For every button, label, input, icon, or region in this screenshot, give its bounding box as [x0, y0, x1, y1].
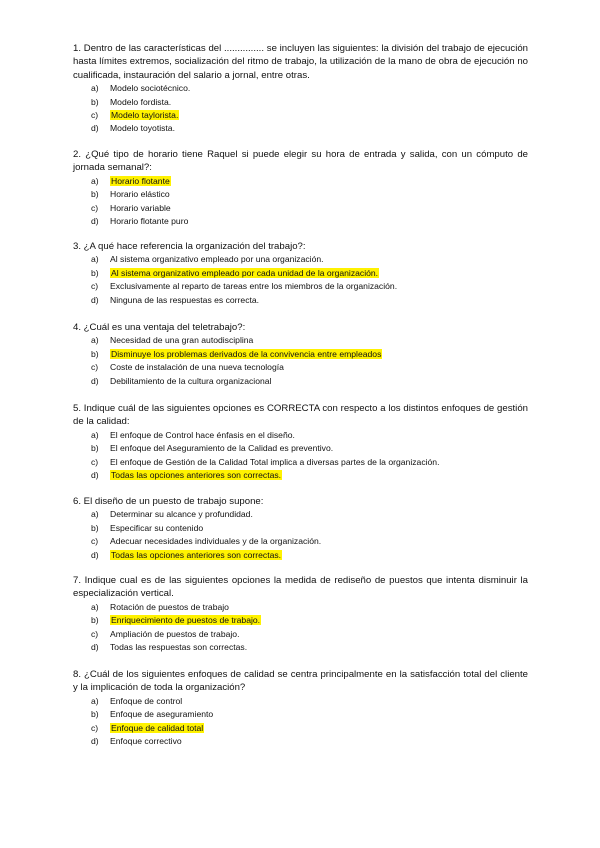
option-b — [73, 614, 528, 627]
question-text: 8. ¿Cuál de los siguientes enfoques de calidad se centra principalmente en la satisfacción total del cliente y la implicación de toda la organización? — [73, 669, 528, 694]
question-text: 7. Indique cual es de las siguientes opciones la medida de rediseño de puestos que intenta disminuir la especialización vertical. — [73, 575, 528, 600]
question-text: 1. Dentro de las características del ............... se incluyen las siguientes: la división del trabajo de ejecución hasta límites extremos, socialización del ritmo de trabajo, la utilización de la mano de obra de ejecución no cualificada, instauración del salario a jornal, entre otras. — [73, 43, 528, 81]
option-letter: d) — [91, 549, 99, 560]
option-letter: c) — [91, 722, 99, 733]
option-b — [73, 188, 528, 201]
option-text: Modelo taylorista. — [111, 110, 179, 121]
question-2 — [73, 148, 528, 228]
option-letter: b) — [91, 709, 99, 720]
option-d — [73, 215, 528, 228]
option-a — [73, 508, 528, 521]
option-letter: a) — [91, 601, 99, 612]
option-letter: c) — [91, 456, 99, 467]
option-letter: d) — [91, 642, 99, 653]
option-b — [73, 348, 528, 361]
options-list — [73, 695, 528, 749]
option-letter: b) — [91, 267, 99, 278]
option-text: Horario flotante puro — [110, 216, 189, 227]
option-text: Horario variable — [110, 202, 171, 213]
option-text: Enriquecimiento de puestos de trabajo. — [111, 615, 261, 626]
option-d — [73, 735, 528, 748]
option-b — [73, 267, 528, 280]
option-letter: c) — [91, 281, 99, 292]
option-b — [73, 442, 528, 455]
option-a — [73, 601, 528, 614]
option-letter: a) — [91, 335, 99, 346]
option-letter: a) — [91, 695, 99, 706]
question-8 — [73, 668, 528, 748]
option-d — [73, 549, 528, 562]
option-d — [73, 122, 528, 135]
option-b — [73, 522, 528, 535]
option-letter: d) — [91, 375, 99, 386]
question-7 — [73, 574, 528, 654]
option-letter: b) — [91, 348, 99, 359]
option-text: Todas las opciones anteriores son correctas. — [111, 549, 282, 560]
option-text: El enfoque de Gestión de la Calidad Total implica a diversas partes de la organización. — [110, 456, 440, 467]
option-b — [73, 96, 528, 109]
option-text: Modelo fordista. — [110, 96, 172, 107]
option-d — [73, 375, 528, 388]
option-a — [73, 429, 528, 442]
question-text: 3. ¿A qué hace referencia la organización del trabajo?: — [73, 241, 306, 252]
option-letter: d) — [91, 294, 99, 305]
option-text: Al sistema organizativo empleado por cada unidad de la organización. — [111, 267, 379, 278]
option-text: Enfoque de control — [110, 695, 183, 706]
option-letter: c) — [91, 628, 99, 639]
option-text: Modelo sociotécnico. — [110, 83, 191, 94]
question-1 — [73, 42, 528, 136]
option-text: Al sistema organizativo empleado por una organización. — [110, 254, 324, 265]
question-3 — [73, 240, 528, 307]
option-text: Determinar su alcance y profundidad. — [110, 509, 253, 520]
options-list — [73, 508, 528, 562]
option-b — [73, 708, 528, 721]
options-list — [73, 429, 528, 483]
question-5 — [73, 402, 528, 482]
option-c — [73, 535, 528, 548]
option-text: Disminuye los problemas derivados de la convivencia entre empleados — [111, 348, 382, 359]
option-text: Especificar su contenido — [110, 522, 204, 533]
options-list — [73, 334, 528, 388]
option-text: Enfoque de aseguramiento — [110, 709, 214, 720]
option-text: Horario elástico — [110, 189, 170, 200]
option-text: Ampliación de puestos de trabajo. — [110, 628, 240, 639]
option-text: Todas las respuestas son correctas. — [110, 642, 248, 653]
option-c — [73, 456, 528, 469]
option-a — [73, 695, 528, 708]
option-text: Coste de instalación de una nueva tecnología — [110, 362, 284, 373]
option-a — [73, 253, 528, 266]
option-text: Horario flotante — [111, 175, 170, 186]
option-a — [73, 82, 528, 95]
option-letter: a) — [91, 175, 99, 186]
option-letter: d) — [91, 736, 99, 747]
option-letter: d) — [91, 123, 99, 134]
options-list — [73, 175, 528, 229]
option-c — [73, 202, 528, 215]
option-text: Modelo toyotista. — [110, 123, 175, 134]
question-text: 2. ¿Qué tipo de horario tiene Raquel si puede elegir su hora de entrada y salida, con un cómputo de jornada semanal?: — [73, 149, 528, 174]
option-d — [73, 641, 528, 654]
option-letter: c) — [91, 362, 99, 373]
option-text: Enfoque de calidad total — [111, 722, 204, 733]
option-letter: a) — [91, 83, 99, 94]
option-text: El enfoque del Aseguramiento de la Calidad es preventivo. — [110, 443, 334, 454]
option-text: Enfoque correctivo — [110, 736, 182, 747]
question-text: 6. El diseño de un puesto de trabajo supone: — [73, 496, 264, 507]
option-letter: b) — [91, 96, 99, 107]
options-list — [73, 82, 528, 136]
option-letter: c) — [91, 110, 99, 121]
option-letter: a) — [91, 429, 99, 440]
option-c — [73, 361, 528, 374]
options-list — [73, 601, 528, 655]
option-text: Todas las opciones anteriores son correctas. — [111, 470, 282, 481]
options-list — [73, 253, 528, 307]
option-letter: c) — [91, 202, 99, 213]
question-6 — [73, 495, 528, 562]
option-letter: b) — [91, 522, 99, 533]
option-letter: c) — [91, 536, 99, 547]
option-a — [73, 175, 528, 188]
option-letter: a) — [91, 509, 99, 520]
option-text: Ninguna de las respuestas es correcta. — [110, 294, 260, 305]
option-text: El enfoque de Control hace énfasis en el diseño. — [110, 429, 295, 440]
option-d — [73, 294, 528, 307]
option-c — [73, 109, 528, 122]
option-letter: d) — [91, 470, 99, 481]
question-text: 5. Indique cuál de las siguientes opciones es CORRECTA con respecto a los distintos enfoques de gestión de la calidad: — [73, 403, 528, 428]
option-text: Debilitamiento de la cultura organizacional — [110, 375, 272, 386]
option-a — [73, 334, 528, 347]
option-text: Rotación de puestos de trabajo — [110, 601, 229, 612]
question-text: 4. ¿Cuál es una ventaja del teletrabajo?: — [73, 322, 246, 333]
option-text: Exclusivamente al reparto de tareas entre los miembros de la organización. — [110, 281, 398, 292]
option-letter: d) — [91, 216, 99, 227]
option-c — [73, 628, 528, 641]
option-d — [73, 469, 528, 482]
option-c — [73, 722, 528, 735]
option-c — [73, 280, 528, 293]
option-letter: a) — [91, 254, 99, 265]
option-text: Adecuar necesidades individuales y de la organización. — [110, 536, 322, 547]
option-text: Necesidad de una gran autodisciplina — [110, 335, 254, 346]
option-letter: b) — [91, 443, 99, 454]
option-letter: b) — [91, 189, 99, 200]
option-letter: b) — [91, 615, 99, 626]
question-4 — [73, 321, 528, 388]
